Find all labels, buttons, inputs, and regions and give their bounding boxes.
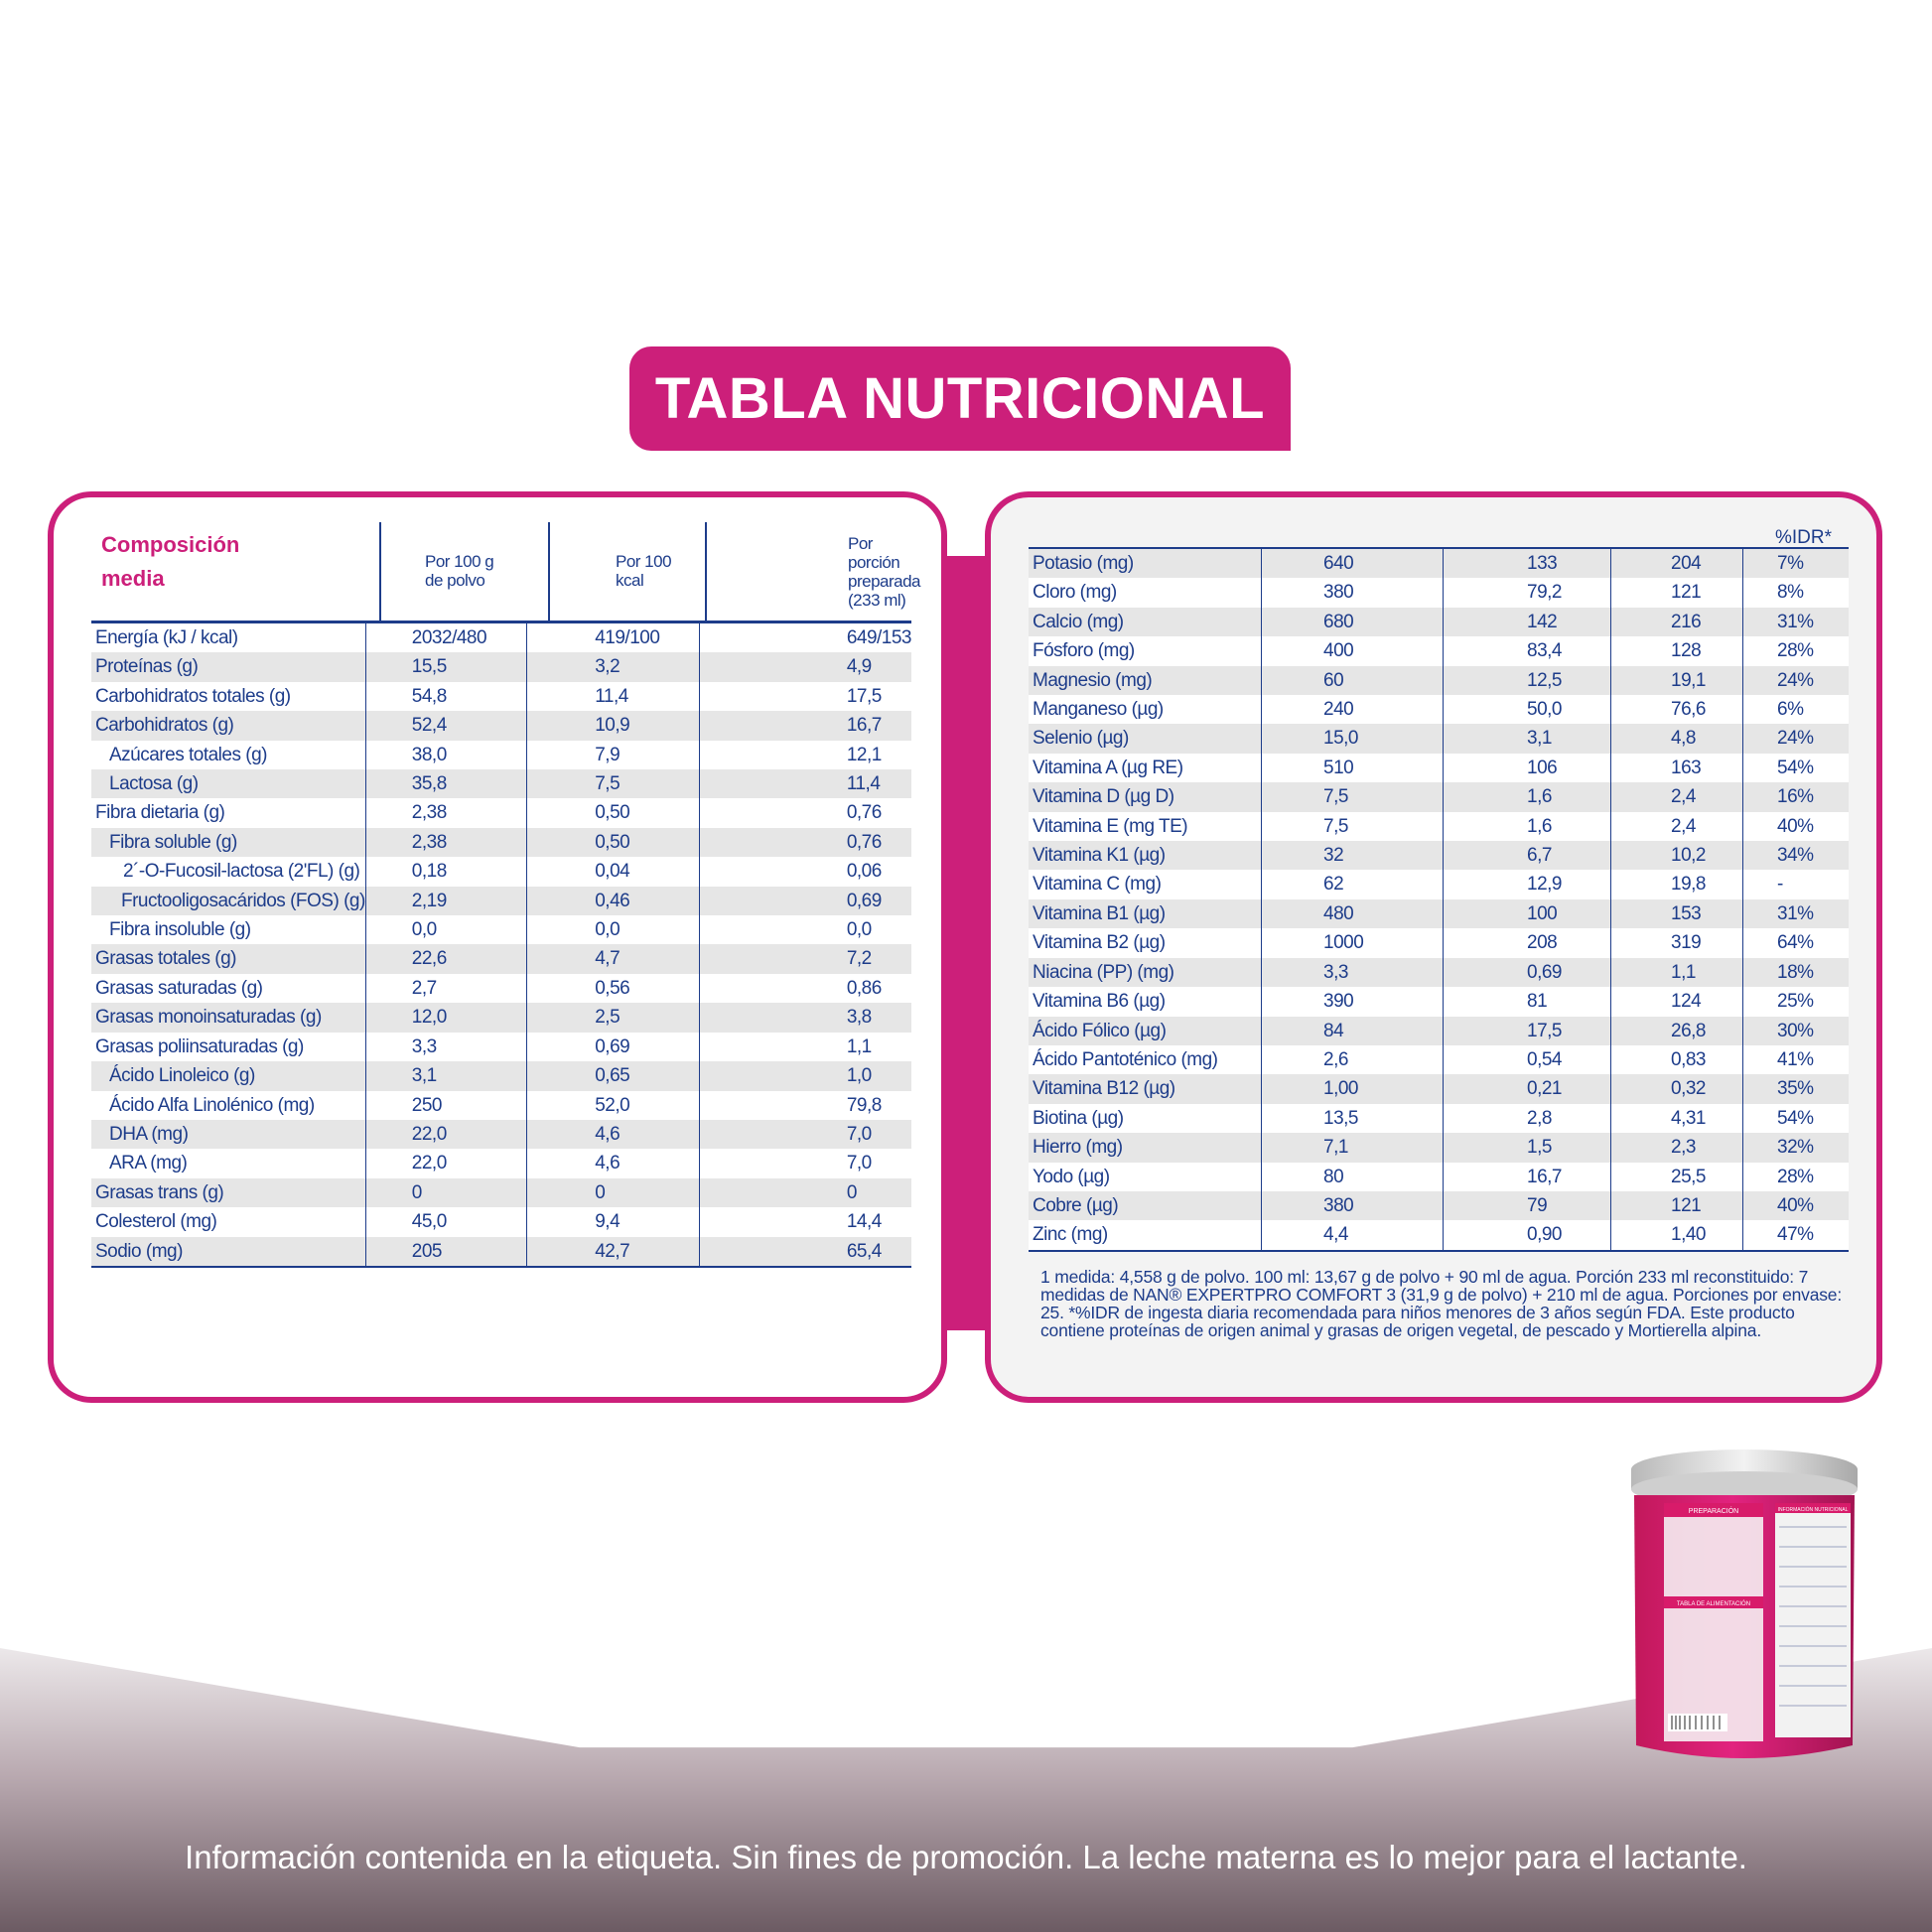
nutrient-value: 80 — [1262, 1163, 1444, 1191]
nutrient-value: 12,9 — [1444, 870, 1611, 898]
can-label-nutrition: INFORMACIÓN NUTRICIONAL — [1777, 1507, 1849, 1513]
nutrient-name: Vitamina A (µg RE) — [1029, 754, 1262, 782]
nutrient-name: Vitamina K1 (µg) — [1029, 841, 1262, 870]
nutrient-value: 380 — [1262, 1191, 1444, 1220]
nutrient-value: 25,5 — [1611, 1163, 1743, 1191]
nutrient-value: 2,4 — [1611, 812, 1743, 841]
nutrient-value: 0,0 — [527, 915, 700, 944]
nutrient-value: 3,3 — [1262, 958, 1444, 987]
nutrient-name: Vitamina B12 (µg) — [1029, 1074, 1262, 1103]
nutrient-value: 12,5 — [1444, 666, 1611, 695]
nutrient-name: Ácido Alfa Linolénico (mg) — [91, 1091, 365, 1120]
idr-value: 28% — [1743, 636, 1850, 665]
nutrient-value: 3,1 — [365, 1061, 526, 1090]
nutrient-value: 12,0 — [365, 1003, 526, 1032]
nutrient-value: 7,1 — [1262, 1133, 1444, 1162]
idr-value: 64% — [1743, 928, 1850, 957]
nutrient-value: 11,4 — [527, 682, 700, 711]
nutrient-value: 240 — [1262, 695, 1444, 724]
nutrient-value: 0,21 — [1444, 1074, 1611, 1103]
idr-value: 24% — [1743, 724, 1850, 753]
nutrient-value: 52,0 — [527, 1091, 700, 1120]
nutrient-value: 1,1 — [1611, 958, 1743, 987]
nutrient-value: 4,8 — [1611, 724, 1743, 753]
nutrient-name: Vitamina D (µg D) — [1029, 782, 1262, 811]
can-label-preparation: PREPARACIÓN — [1688, 1508, 1739, 1515]
nutrient-value: 79,2 — [1444, 578, 1611, 607]
nutrient-value: 7,5 — [1262, 812, 1444, 841]
nutrient-value: 1,0 — [699, 1061, 911, 1090]
nutrient-value: 3,3 — [365, 1033, 526, 1061]
table-row — [91, 798, 911, 827]
idr-value: 30% — [1743, 1017, 1850, 1045]
nutrient-name: Fibra soluble (g) — [91, 828, 365, 857]
table-row — [91, 741, 911, 769]
nutrient-value: 0,0 — [699, 915, 911, 944]
nutrient-value: 0 — [365, 1178, 526, 1207]
col-header-per-portion: Por porción preparada (233 ml) — [848, 534, 921, 610]
nutrient-name: Grasas saturadas (g) — [91, 974, 365, 1003]
nutrient-name: Ácido Linoleico (g) — [91, 1061, 365, 1090]
nutrient-value: 3,8 — [699, 1003, 911, 1032]
nutrient-value: 205 — [365, 1237, 526, 1267]
nutrient-value: 0,69 — [527, 1033, 700, 1061]
nutrient-value: 35,8 — [365, 769, 526, 798]
nutrient-name: Hierro (mg) — [1029, 1133, 1262, 1162]
table-row — [1029, 870, 1849, 898]
nutrient-name: Cloro (mg) — [1029, 578, 1262, 607]
nutrient-value: 81 — [1444, 987, 1611, 1016]
nutrient-value: 2,4 — [1611, 782, 1743, 811]
nutrient-value: 15,0 — [1262, 724, 1444, 753]
nutrient-value: 19,8 — [1611, 870, 1743, 898]
nutrient-value: 208 — [1444, 928, 1611, 957]
nutrient-value: 7,9 — [527, 741, 700, 769]
table-row — [91, 1149, 911, 1177]
left-table-header — [91, 522, 921, 621]
col-header-per-100kcal: Por 100 kcal — [616, 552, 672, 590]
nutrient-value: 106 — [1444, 754, 1611, 782]
nutrient-value: 2,38 — [365, 798, 526, 827]
col-header-per-100g: Por 100 g de polvo — [425, 552, 494, 590]
idr-value: 18% — [1743, 958, 1850, 987]
table-row — [1029, 812, 1849, 841]
nutrient-name: Magnesio (mg) — [1029, 666, 1262, 695]
nutrient-name: Calcio (mg) — [1029, 608, 1262, 636]
nutrient-value: 142 — [1444, 608, 1611, 636]
nutrient-value: 84 — [1262, 1017, 1444, 1045]
nutrient-value: 4,9 — [699, 652, 911, 681]
nutrient-value: 42,7 — [527, 1237, 700, 1267]
idr-value: 8% — [1743, 578, 1850, 607]
page-title: TABLA NUTRICIONAL — [629, 346, 1291, 451]
nutrient-value: 6,7 — [1444, 841, 1611, 870]
table-row — [1029, 841, 1849, 870]
nutrient-value: 2,38 — [365, 828, 526, 857]
nutrient-value: 0 — [527, 1178, 700, 1207]
nutrient-value: 7,5 — [527, 769, 700, 798]
nutrient-value: 0,46 — [527, 887, 700, 915]
idr-value: 31% — [1743, 608, 1850, 636]
nutrient-value: 4,31 — [1611, 1104, 1743, 1133]
table-row — [91, 682, 911, 711]
table-row — [1029, 899, 1849, 928]
table-row — [91, 622, 911, 653]
nutrient-name: Vitamina B1 (µg) — [1029, 899, 1262, 928]
nutrient-value: 1,1 — [699, 1033, 911, 1061]
idr-value: 28% — [1743, 1163, 1850, 1191]
nutrient-value: 79 — [1444, 1191, 1611, 1220]
table-row — [91, 769, 911, 798]
nutrient-name: Fibra insoluble (g) — [91, 915, 365, 944]
left-nutrition-panel — [48, 491, 947, 1403]
table-row — [91, 1120, 911, 1149]
nutrient-value: 640 — [1262, 548, 1444, 578]
nutrient-value: 16,7 — [1444, 1163, 1611, 1191]
nutrient-value: 2,5 — [527, 1003, 700, 1032]
nutrient-value: 19,1 — [1611, 666, 1743, 695]
nutrient-name: Lactosa (g) — [91, 769, 365, 798]
nutrient-name: Vitamina E (mg TE) — [1029, 812, 1262, 841]
nutrient-value: 62 — [1262, 870, 1444, 898]
nutrient-value: 0,54 — [1444, 1045, 1611, 1074]
nutrient-value: 0,69 — [1444, 958, 1611, 987]
table-row — [1029, 1104, 1849, 1133]
nutrient-value: 1,5 — [1444, 1133, 1611, 1162]
nutrient-value: 380 — [1262, 578, 1444, 607]
table-row — [91, 887, 911, 915]
nutrient-value: 510 — [1262, 754, 1444, 782]
nutrient-name: Biotina (µg) — [1029, 1104, 1262, 1133]
nutrient-value: 1,6 — [1444, 782, 1611, 811]
nutrient-name: Fósforo (mg) — [1029, 636, 1262, 665]
nutrient-value: 76,6 — [1611, 695, 1743, 724]
table-row — [1029, 1220, 1849, 1250]
nutrient-name: Sodio (mg) — [91, 1237, 365, 1267]
nutrient-name: Selenio (µg) — [1029, 724, 1262, 753]
nutrient-value: 0,06 — [699, 857, 911, 886]
nutrient-value: 7,5 — [1262, 782, 1444, 811]
nutrient-value: 2,6 — [1262, 1045, 1444, 1074]
idr-value: 41% — [1743, 1045, 1850, 1074]
nutrient-value: 15,5 — [365, 652, 526, 681]
idr-value: 54% — [1743, 1104, 1850, 1133]
can-label-feeding-table: TABLA DE ALIMENTACIÓN — [1676, 1601, 1751, 1607]
table-row — [91, 944, 911, 973]
nutrient-value: 121 — [1611, 578, 1743, 607]
nutrient-value: 121 — [1611, 1191, 1743, 1220]
table-row — [1029, 724, 1849, 753]
table-row — [1029, 548, 1849, 578]
nutrient-value: 17,5 — [699, 682, 911, 711]
table-row — [1029, 1045, 1849, 1074]
table-row — [1029, 666, 1849, 695]
idr-value: 47% — [1743, 1220, 1850, 1250]
nutrient-value: 2,8 — [1444, 1104, 1611, 1133]
nutrient-name: DHA (mg) — [91, 1120, 365, 1149]
nutrient-name: Potasio (mg) — [1029, 548, 1262, 578]
nutrient-value: 7,0 — [699, 1120, 911, 1149]
table-row — [1029, 1133, 1849, 1162]
nutrient-value: 38,0 — [365, 741, 526, 769]
idr-value: 25% — [1743, 987, 1850, 1016]
nutrient-value: 22,0 — [365, 1149, 526, 1177]
nutrient-name: ARA (mg) — [91, 1149, 365, 1177]
nutrient-value: 128 — [1611, 636, 1743, 665]
nutrient-value: 17,5 — [1444, 1017, 1611, 1045]
table-row — [91, 974, 911, 1003]
nutrient-name: 2´-O-Fucosil-lactosa (2'FL) (g) — [91, 857, 365, 886]
nutrient-name: Carbohidratos totales (g) — [91, 682, 365, 711]
composition-header: Composición media — [101, 532, 240, 591]
nutrient-value: 65,4 — [699, 1237, 911, 1267]
nutrient-value: 153 — [1611, 899, 1743, 928]
idr-value: 35% — [1743, 1074, 1850, 1103]
nutrient-value: 100 — [1444, 899, 1611, 928]
nutrient-value: 124 — [1611, 987, 1743, 1016]
nutrient-name: Yodo (µg) — [1029, 1163, 1262, 1191]
nutrient-value: 7,2 — [699, 944, 911, 973]
nutrient-name: Ácido Fólico (µg) — [1029, 1017, 1262, 1045]
nutrient-name: Fructooligosacáridos (FOS) (g) — [91, 887, 365, 915]
nutrient-value: 9,4 — [527, 1207, 700, 1236]
table-row — [1029, 1074, 1849, 1103]
table-row — [1029, 1017, 1849, 1045]
table-row — [1029, 695, 1849, 724]
nutrient-name: Vitamina C (mg) — [1029, 870, 1262, 898]
nutrient-value: 163 — [1611, 754, 1743, 782]
table-row — [1029, 987, 1849, 1016]
header-divider — [379, 522, 381, 621]
disclaimer-text: Información contenida en la etiqueta. Sin fines de promoción. La leche materna es lo mejor para el lactante. — [185, 1839, 1747, 1875]
nutrient-name: Vitamina B6 (µg) — [1029, 987, 1262, 1016]
idr-value: 16% — [1743, 782, 1850, 811]
nutrient-value: 2,7 — [365, 974, 526, 1003]
idr-value: 32% — [1743, 1133, 1850, 1162]
nutrient-value: 0,04 — [527, 857, 700, 886]
table-row — [91, 652, 911, 681]
nutrient-value: 319 — [1611, 928, 1743, 957]
table-row — [1029, 636, 1849, 665]
nutrient-value: 60 — [1262, 666, 1444, 695]
nutrient-value: 0,76 — [699, 798, 911, 827]
table-row — [91, 828, 911, 857]
left-nutrition-table — [91, 621, 911, 1268]
table-row — [1029, 782, 1849, 811]
nutrient-value: 13,5 — [1262, 1104, 1444, 1133]
idr-value: 34% — [1743, 841, 1850, 870]
nutrient-value: 54,8 — [365, 682, 526, 711]
table-row — [91, 1061, 911, 1090]
idr-value: 40% — [1743, 812, 1850, 841]
table-row — [91, 711, 911, 740]
nutrient-value: 0,86 — [699, 974, 911, 1003]
nutrient-name: Grasas trans (g) — [91, 1178, 365, 1207]
table-row — [1029, 1191, 1849, 1220]
nutrient-value: 7,0 — [699, 1149, 911, 1177]
nutrient-value: 11,4 — [699, 769, 911, 798]
nutrient-value: 680 — [1262, 608, 1444, 636]
nutrient-name: Azúcares totales (g) — [91, 741, 365, 769]
nutrient-value: 400 — [1262, 636, 1444, 665]
nutrient-name: Grasas poliinsaturadas (g) — [91, 1033, 365, 1061]
nutrient-name: Cobre (µg) — [1029, 1191, 1262, 1220]
nutrient-value: 419/100 — [527, 622, 700, 653]
idr-value: 31% — [1743, 899, 1850, 928]
nutrient-value: 480 — [1262, 899, 1444, 928]
nutrient-value: 22,0 — [365, 1120, 526, 1149]
nutrient-value: 390 — [1262, 987, 1444, 1016]
nutrient-value: 2032/480 — [365, 622, 526, 653]
nutrient-value: 1000 — [1262, 928, 1444, 957]
right-nutrition-table — [1029, 547, 1849, 1252]
nutrient-value: 4,6 — [527, 1149, 700, 1177]
nutrient-value: 0,83 — [1611, 1045, 1743, 1074]
nutrient-value: 12,1 — [699, 741, 911, 769]
table-row — [1029, 608, 1849, 636]
nutrient-value: 133 — [1444, 548, 1611, 578]
nutrient-value: 4,7 — [527, 944, 700, 973]
nutrient-value: 3,1 — [1444, 724, 1611, 753]
table-row — [91, 857, 911, 886]
table-row — [91, 1237, 911, 1267]
product-can-image — [1628, 1448, 1861, 1771]
table-row — [91, 1207, 911, 1236]
nutrient-value: 26,8 — [1611, 1017, 1743, 1045]
table-row — [1029, 578, 1849, 607]
nutrient-name: Fibra dietaria (g) — [91, 798, 365, 827]
nutrient-name: Ácido Pantoténico (mg) — [1029, 1045, 1262, 1074]
idr-value: 7% — [1743, 548, 1850, 578]
nutrient-value: 3,2 — [527, 652, 700, 681]
nutrient-value: 83,4 — [1444, 636, 1611, 665]
table-row — [91, 1003, 911, 1032]
idr-value: 6% — [1743, 695, 1850, 724]
table-row — [1029, 1163, 1849, 1191]
nutrient-name: Grasas monoinsaturadas (g) — [91, 1003, 365, 1032]
table-row — [1029, 754, 1849, 782]
nutrient-value: 10,2 — [1611, 841, 1743, 870]
idr-value: 24% — [1743, 666, 1850, 695]
nutrient-value: 32 — [1262, 841, 1444, 870]
nutrient-name: Carbohidratos (g) — [91, 711, 365, 740]
nutrient-value: 2,19 — [365, 887, 526, 915]
header-divider — [705, 522, 707, 621]
nutrient-value: 204 — [1611, 548, 1743, 578]
nutrient-name: Vitamina B2 (µg) — [1029, 928, 1262, 957]
nutrient-value: 0,0 — [365, 915, 526, 944]
nutrient-value: 0,56 — [527, 974, 700, 1003]
nutrient-name: Energía (kJ / kcal) — [91, 622, 365, 653]
nutrient-value: 1,00 — [1262, 1074, 1444, 1103]
nutrient-value: 50,0 — [1444, 695, 1611, 724]
right-nutrition-panel — [985, 491, 1882, 1403]
nutrient-value: 10,9 — [527, 711, 700, 740]
nutrient-value: 1,6 — [1444, 812, 1611, 841]
nutrient-value: 0,69 — [699, 887, 911, 915]
idr-header: %IDR* — [1775, 527, 1833, 548]
nutrient-name: Zinc (mg) — [1029, 1220, 1262, 1250]
nutrient-value: 649/153 — [699, 622, 911, 653]
nutrient-name: Manganeso (µg) — [1029, 695, 1262, 724]
table-row — [91, 1178, 911, 1207]
nutrient-value: 250 — [365, 1091, 526, 1120]
nutrient-name: Proteínas (g) — [91, 652, 365, 681]
table-row — [91, 1033, 911, 1061]
nutrient-name: Colesterol (mg) — [91, 1207, 365, 1236]
nutrient-value: 2,3 — [1611, 1133, 1743, 1162]
nutrient-value: 1,40 — [1611, 1220, 1743, 1250]
nutrient-value: 4,6 — [527, 1120, 700, 1149]
nutrient-value: 52,4 — [365, 711, 526, 740]
nutrient-value: 79,8 — [699, 1091, 911, 1120]
nutrient-value: 0,50 — [527, 828, 700, 857]
nutrient-value: 0,76 — [699, 828, 911, 857]
nutrient-value: 216 — [1611, 608, 1743, 636]
footnote: 1 medida: 4,558 g de polvo. 100 ml: 13,67 g de polvo + 90 ml de agua. Porción 233 ml reconstituido: 7 medidas de NAN® EXPERTPRO COMFORT 3 (31,9 g de polvo) + 210 ml de agua. Porciones por envase: 25. *%IDR de ingesta diaria recomendada para niños menores de 3 años según FDA. Este producto contiene proteínas de origen animal y grasas de origen vegetal, de pescado y Mortierella alpina. — [1040, 1267, 1842, 1340]
nutrient-value: 16,7 — [699, 711, 911, 740]
nutrient-value: 22,6 — [365, 944, 526, 973]
nutrient-value: 4,4 — [1262, 1220, 1444, 1250]
nutrient-value: 0,90 — [1444, 1220, 1611, 1250]
nutrient-value: 45,0 — [365, 1207, 526, 1236]
header-divider — [548, 522, 550, 621]
nutrient-value: 14,4 — [699, 1207, 911, 1236]
nutrient-name: Niacina (PP) (mg) — [1029, 958, 1262, 987]
nutrient-value: 0,32 — [1611, 1074, 1743, 1103]
table-row — [1029, 958, 1849, 987]
table-row — [91, 915, 911, 944]
nutrient-value: 0 — [699, 1178, 911, 1207]
nutrient-value: 0,50 — [527, 798, 700, 827]
nutrient-value: 0,65 — [527, 1061, 700, 1090]
idr-value: 40% — [1743, 1191, 1850, 1220]
nutrient-value: 0,18 — [365, 857, 526, 886]
nutrient-name: Grasas totales (g) — [91, 944, 365, 973]
idr-value: 54% — [1743, 754, 1850, 782]
table-row — [1029, 928, 1849, 957]
table-row — [91, 1091, 911, 1120]
idr-value: - — [1743, 870, 1850, 898]
